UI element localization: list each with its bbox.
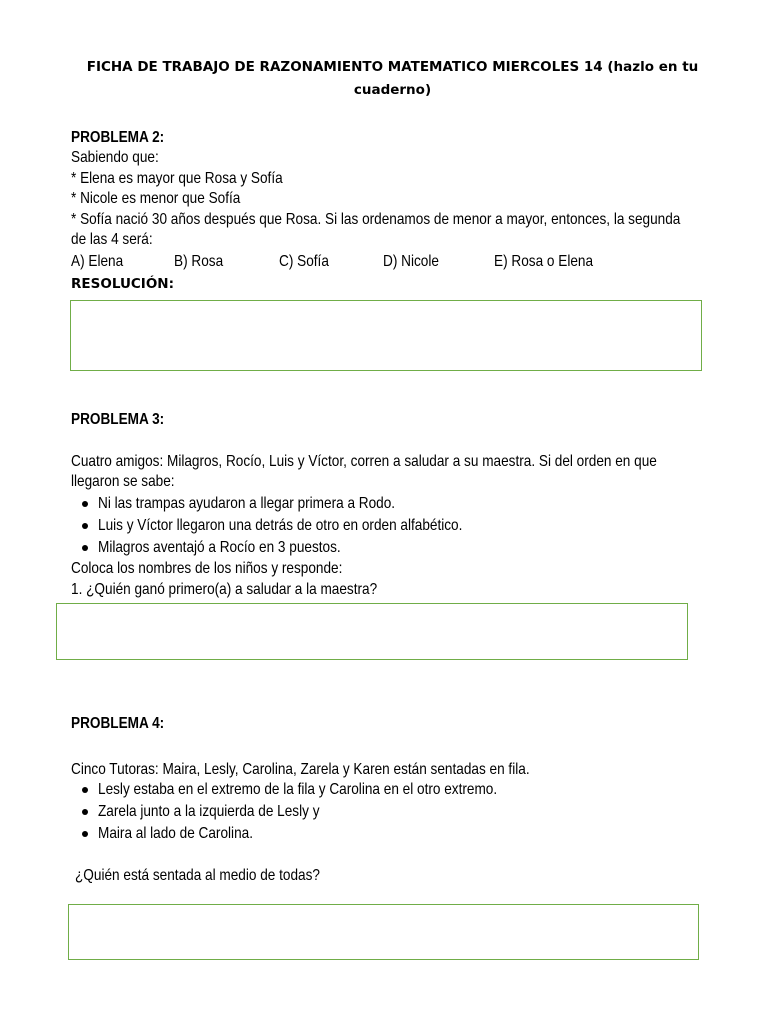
bullet-text: Milagros aventajó a Rocío en 3 puestos.: [98, 539, 341, 556]
option-a: A) Elena: [71, 253, 124, 270]
list-item: [71, 494, 711, 516]
bullet-icon: [82, 501, 88, 507]
problem-2-line: de las 4 será:: [71, 231, 153, 248]
problem-2-line: Sabiendo que:: [71, 149, 159, 166]
list-item: [71, 780, 711, 802]
problem-3-intro-line: Cuatro amigos: Milagros, Rocío, Luis y Víctor, corren a saludar a su maestra. Si del orden en que: [71, 453, 657, 470]
bullet-icon: [82, 523, 88, 529]
answer-box-problem-4[interactable]: [68, 904, 699, 960]
problem-2-line: * Elena es mayor que Rosa y Sofía: [71, 170, 283, 187]
problem-4-heading: PROBLEMA 4:: [71, 715, 165, 732]
option-c: C) Sofía: [279, 253, 329, 270]
problem-4-bullet-list: [71, 780, 711, 846]
problem-2-heading: PROBLEMA 2:: [71, 129, 165, 146]
list-item: [71, 824, 711, 846]
problem-3-heading: PROBLEMA 3:: [71, 411, 165, 428]
resolution-label: RESOLUCIÓN:: [71, 276, 175, 292]
problem-3-intro-line: llegaron se sabe:: [71, 473, 175, 490]
problem-2-options: [71, 252, 711, 274]
problem-3-instruction: Coloca los nombres de los niños y responde:: [71, 560, 343, 577]
answer-box-problem-2[interactable]: [70, 300, 702, 371]
list-item: [71, 516, 711, 538]
bullet-icon: [82, 545, 88, 551]
bullet-icon: [82, 831, 88, 837]
worksheet-title: FICHA DE TRABAJO DE RAZONAMIENTO MATEMATICO MIERCOLES 14 (hazlo en tu cuaderno): [86, 59, 699, 98]
list-item: [71, 802, 711, 824]
option-b: B) Rosa: [174, 253, 224, 270]
bullet-text: Zarela junto a la izquierda de Lesly y: [98, 803, 320, 820]
option-e: E) Rosa o Elena: [494, 253, 594, 270]
bullet-text: Ni las trampas ayudaron a llegar primera a Rodo.: [98, 495, 396, 512]
problem-2-line: * Sofía nació 30 años después que Rosa. Si las ordenamos de menor a mayor, entonces, la segunda: [71, 211, 681, 228]
list-item: [71, 538, 711, 560]
bullet-text: Maira al lado de Carolina.: [98, 825, 253, 842]
bullet-text: Luis y Víctor llegaron una detrás de otro en orden alfabético.: [98, 517, 463, 534]
problem-4-intro: Cinco Tutoras: Maira, Lesly, Carolina, Zarela y Karen están sentadas en fila.: [71, 761, 530, 778]
problem-2-line: * Nicole es menor que Sofía: [71, 190, 241, 207]
answer-box-problem-3[interactable]: [56, 603, 688, 660]
problem-3-question: 1. ¿Quién ganó primero(a) a saludar a la maestra?: [71, 581, 378, 598]
problem-3-bullet-list: [71, 494, 711, 560]
problem-4-question: ¿Quién está sentada al medio de todas?: [75, 867, 320, 884]
bullet-icon: [82, 787, 88, 793]
bullet-icon: [82, 809, 88, 815]
bullet-text: Lesly estaba en el extremo de la fila y Carolina en el otro extremo.: [98, 781, 498, 798]
option-d: D) Nicole: [383, 253, 439, 270]
